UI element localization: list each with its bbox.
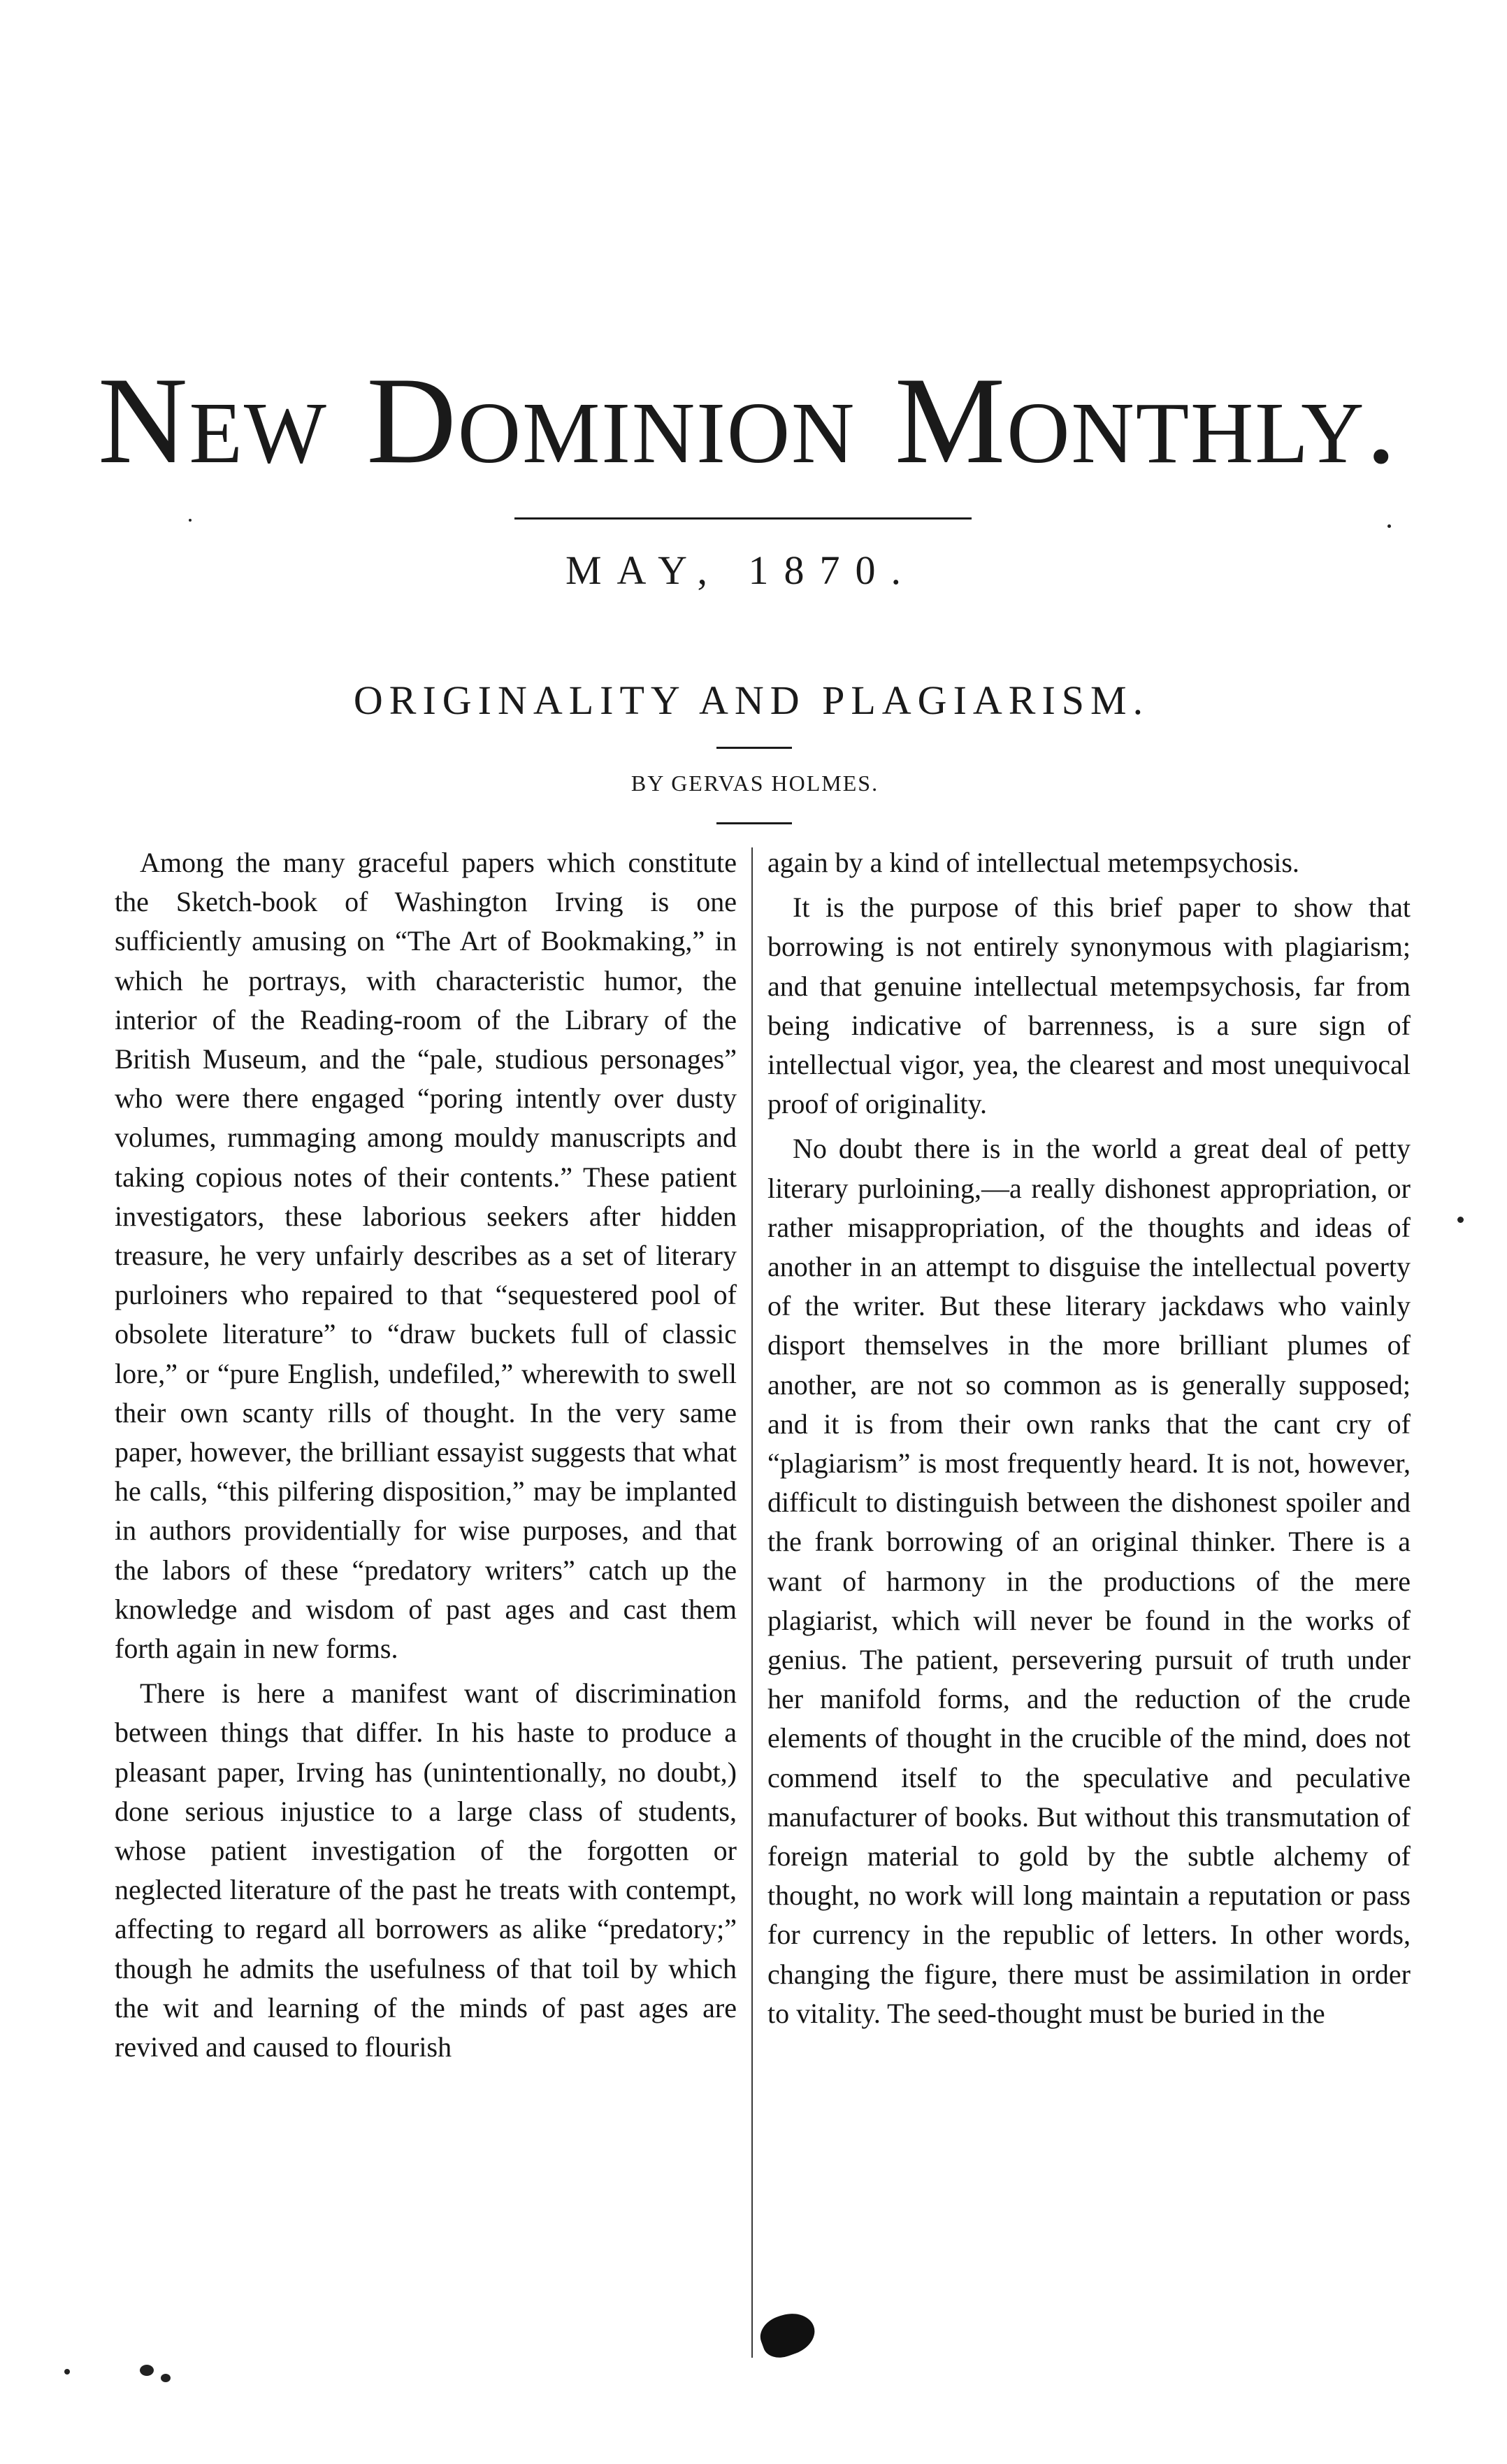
ink-blot xyxy=(755,2306,820,2363)
masthead-rule xyxy=(514,517,972,520)
ink-speck xyxy=(140,2365,154,2376)
right-column xyxy=(767,843,1411,2033)
ink-speck xyxy=(1387,524,1391,528)
ink-speck xyxy=(64,2369,70,2375)
masthead-word-monthly: Monthly. xyxy=(894,351,1398,489)
column-divider xyxy=(751,847,753,2358)
byline-rule xyxy=(716,822,792,824)
paragraph: Among the many graceful papers which constitute the Sketch-book of Washington Irving is one sufficiently amusing on “The Art of Bookmaking,” in which he portrays, with characteristic humor, the interior of the Reading-room of the Library of the British Museum, and the “pale, studious personages” who were there engaged “poring intently over dusty volumes, rummaging among mouldy manuscripts and taking copious notes of their contents.” These patient investigators, these laborious seekers after hidden treasure, he very unfairly describes as a set of literary purloiners who repaired to that “sequestered pool of obsolete literature” to “draw buckets full of classic lore,” or “pure English, undefiled,” wherewith to swell their own scanty rills of thought. In the very same paper, however, the brilliant essayist suggests that what he calls, “this pilfering disposition,” may be implanted in authors providentially for wise purposes, and that the labors of these “predatory writers” catch up the knowledge and wisdom of past ages and cast them forth again in new forms. xyxy=(115,847,737,1665)
paragraph: It is the purpose of this brief paper to show that borrowing is not entirely synonymous with plagiarism; and that genuine intellectual metempsychosis, far from being indicative of barrenness, is a sure sign of intellectual vigor, yea, the clearest and most unequivocal proof of originality. xyxy=(767,891,1411,1120)
paragraph: There is here a manifest want of discrimination between things that differ. In his haste to produce a pleasant paper, Irving has (unintentionally, no doubt,) done serious injustice to a large class of students, whose patient investigation of the forgotten or neglected literature of the past he treats with contempt, affecting to regard all borrowers as alike “predatory;” though he admits the usefulness of that toil by which the wit and learning of the minds of past ages are revived and caused to flourish xyxy=(115,1677,737,2063)
title-rule xyxy=(716,747,792,749)
ink-speck xyxy=(1457,1217,1464,1223)
article-title: ORIGINALITY AND PLAGIARISM. xyxy=(353,678,1150,723)
ink-speck xyxy=(161,2374,171,2382)
paragraph: again by a kind of intellectual metempsychosis. xyxy=(767,847,1299,878)
masthead-word-new: New xyxy=(98,351,328,489)
left-column xyxy=(115,843,737,2067)
issue-date: MAY, 1870. xyxy=(565,547,917,593)
paragraph: No doubt there is in the world a great deal of petty literary purloining,—a really dishonest appropriation, or rather misappropriation, of the thoughts and ideas of another in an attempt to disguise the intellectual poverty of the writer. But these literary jackdaws who vainly disport themselves in the more brilliant plumes of another, are not so common as is generally supposed; and it is from their own ranks that the cant cry of “plagiarism” is most frequently heard. It is not, however, difficult to distinguish between the dishonest spoiler and the frank borrowing of an original thinker. There is a want of harmony in the productions of the mere plagiarist, which will never be found in the works of genius. The patient, persevering pursuit of truth under her manifold forms, and the reduction of the crude elements of thought in the crucible of the mind, does not commend itself to the speculative and peculative manufacturer of books. But without this transmutation of foreign material to gold by the subtle alchemy of thought, no work will long maintain a reputation or pass for currency in the republic of letters. In other words, changing the figure, there must be assimilation in order to vitality. The seed-thought must be buried in the xyxy=(767,1133,1411,2029)
article-byline: BY GERVAS HOLMES. xyxy=(630,771,879,796)
masthead-word-dominion: Dominion xyxy=(366,351,856,489)
masthead xyxy=(98,350,1398,489)
ink-speck xyxy=(189,519,192,522)
